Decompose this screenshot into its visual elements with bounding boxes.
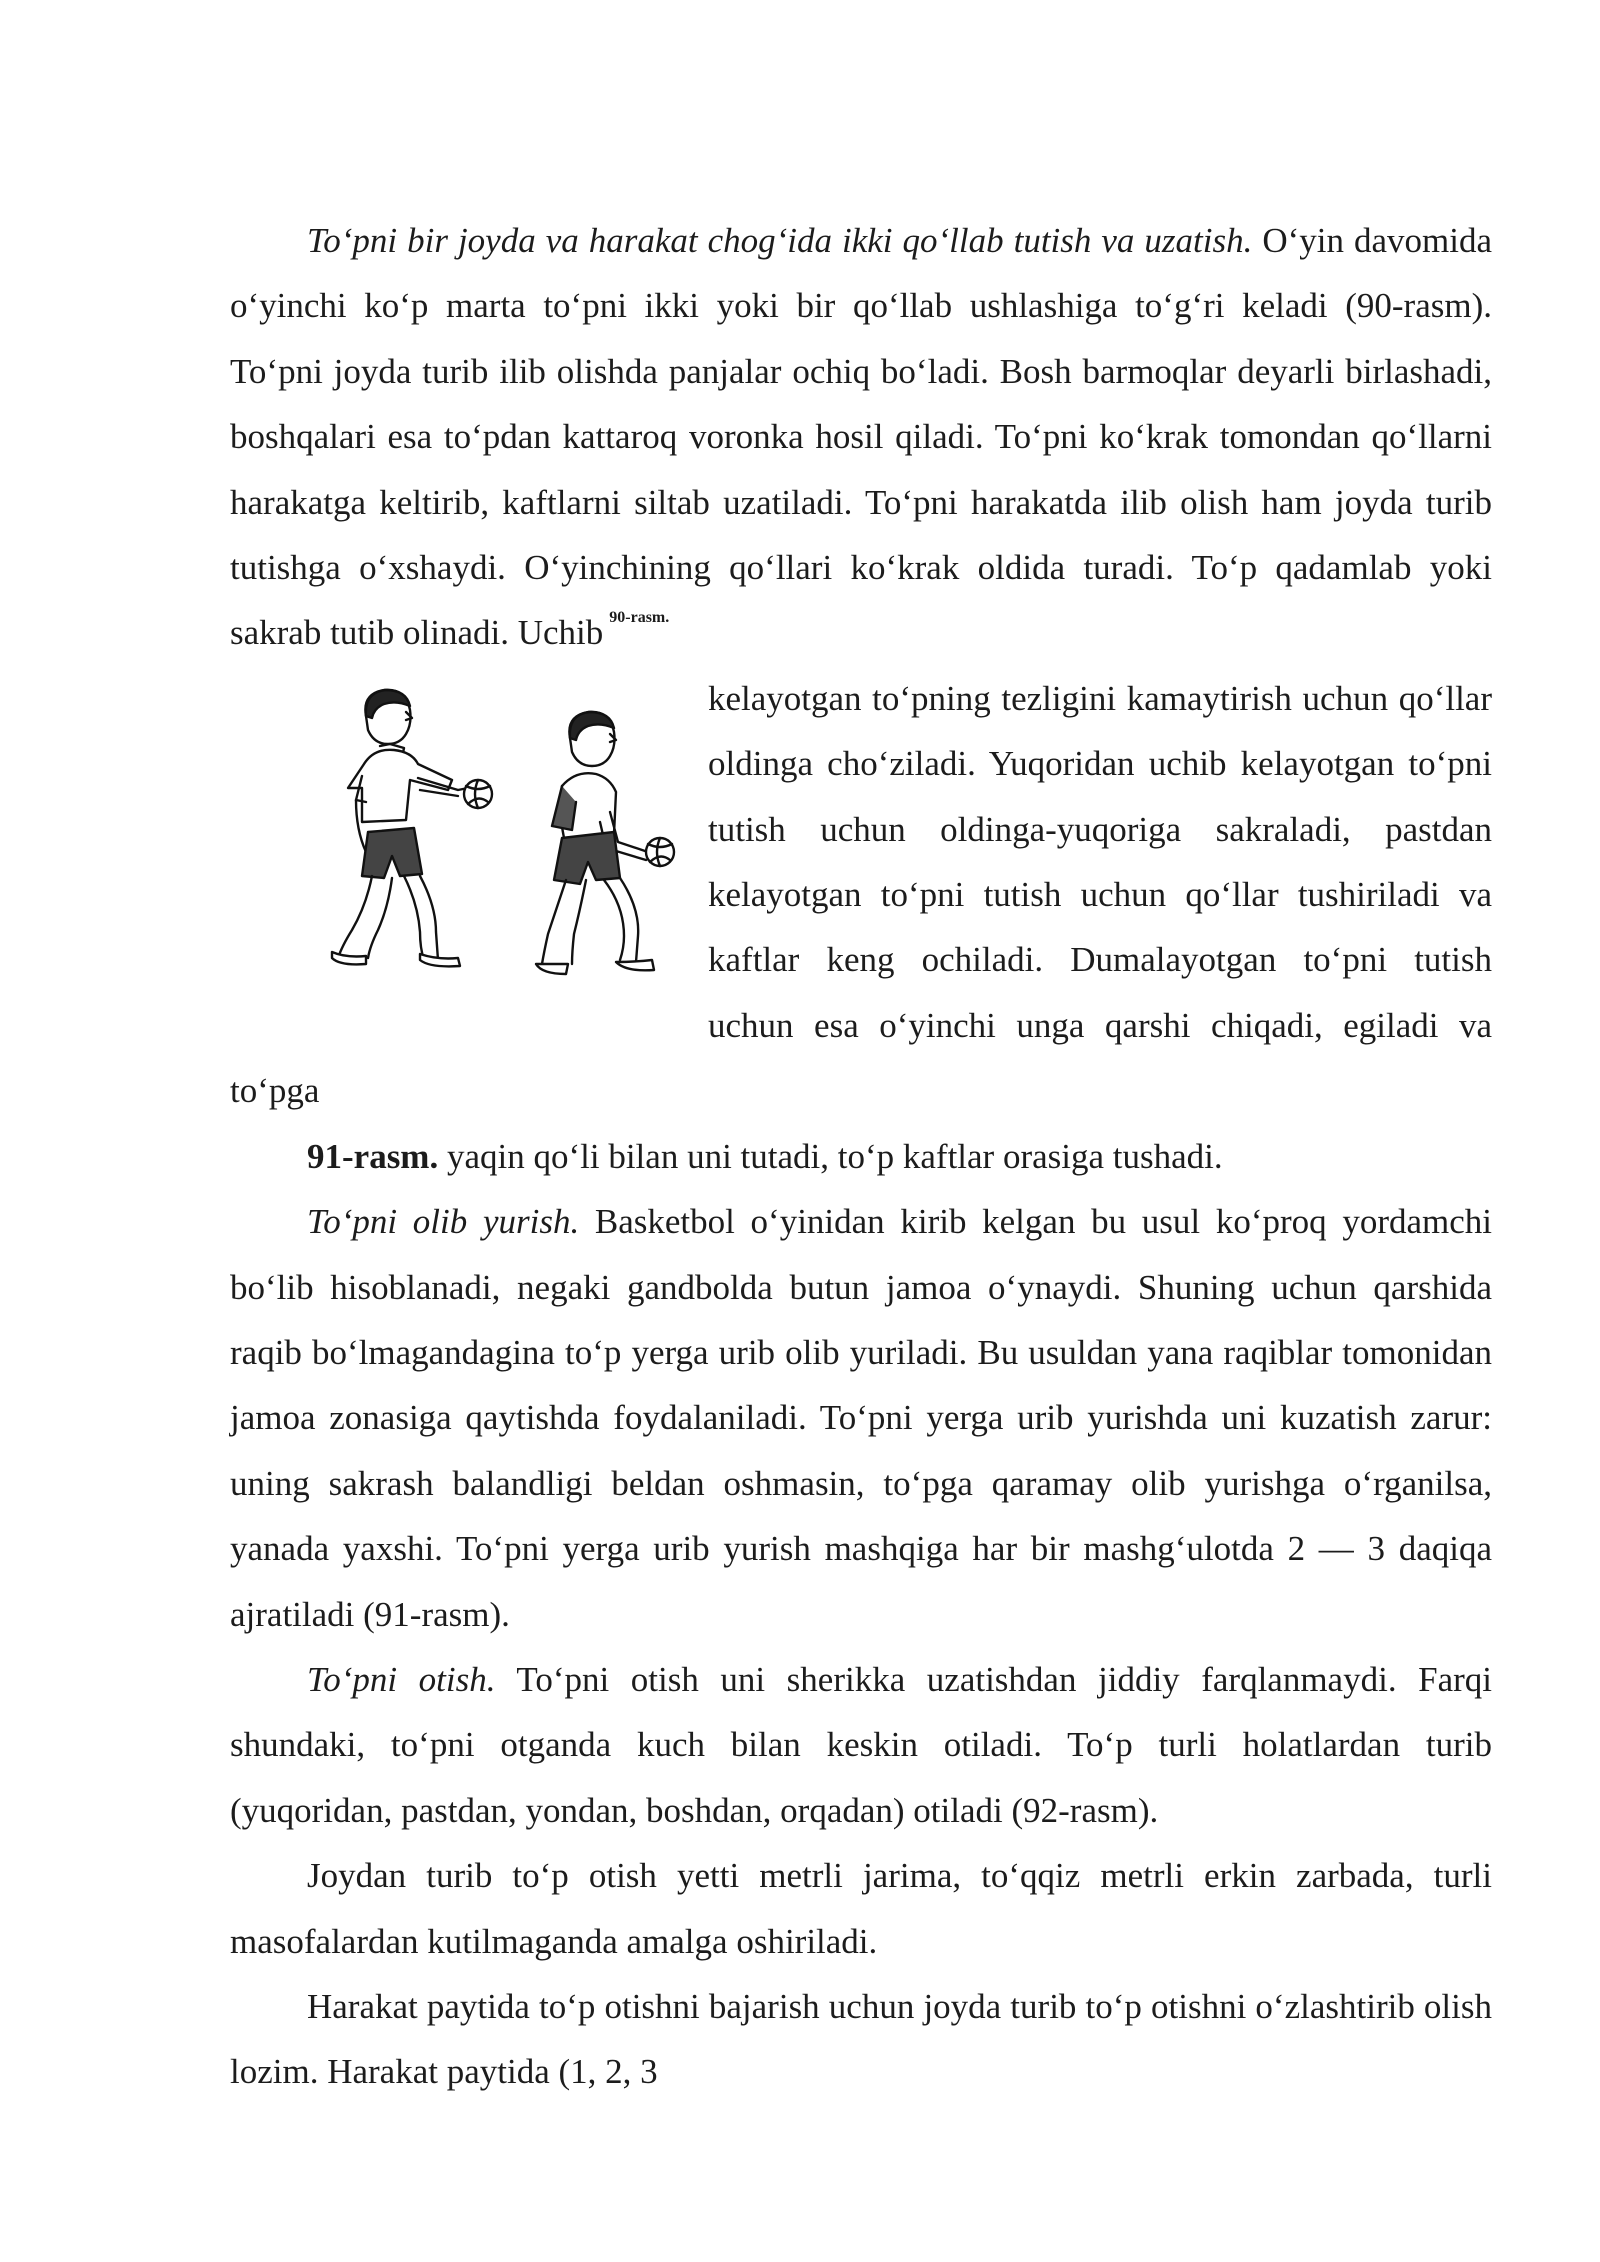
paragraph-catching-passing <box>230 208 1492 666</box>
paragraph-text: Joydan turib to‘p otish yetti metrli jarima, to‘qqiz metrli erkin zarbada, turli masofalardan kutilmaganda amalga oshiriladi. <box>230 1856 1492 1961</box>
paragraph-text: yaqin qo‘li bilan uni tutadi, to‘p kaftlar orasiga tushadi. <box>438 1136 1223 1176</box>
figure-caption-91: 91-rasm. <box>307 1136 439 1176</box>
paragraph-shooting <box>230 1647 1492 1843</box>
paragraph-figure-91 <box>230 1124 1492 1189</box>
paragraph-moving-shot <box>230 1974 1492 2105</box>
paragraph-text: Harakat paytida to‘p otishni bajarish uchun joyda turib to‘p otishni o‘zlashtirib olish lozim. Harakat paytida (1, 2, 3 <box>230 1986 1492 2092</box>
section-lead-shooting: To‘pni otish. <box>307 1659 496 1699</box>
figure-caption-90: 90-rasm. <box>609 609 670 627</box>
section-lead-dribbling: To‘pni olib yurish. <box>307 1202 580 1242</box>
figure-dribbling-players <box>230 666 708 994</box>
section-lead-catching: To‘pni bir joyda va harakat chog‘ida ikki qo‘llab tutish va uzatish. <box>307 221 1253 260</box>
paragraph-text: To‘pni otish uni sherikka uzatishdan jiddiy farqlanmaydi. Farqi shundaki, to‘pni otganda kuch bilan keskin otiladi. To‘p turli holatlardan turib (yuqoridan, pastdan, yondan, boshdan, orqadan) otiladi (92-rasm). <box>230 1659 1492 1830</box>
paragraph-dribbling <box>230 1189 1492 1647</box>
paragraph-text: kelayotgan to‘pning tezligini kamaytirish uchun qo‘llar oldinga cho‘ziladi. Yuqoridan uchib kelayotgan to‘pni tutish uchun oldinga-yuqoriga sakraladi, pastdan kelayotgan to‘pni tutish uchun qo‘llar tushiriladi va kaftlar keng ochiladi. Dumalayotgan to‘pni tutish uchun esa o‘yinchi unga qarshi chiqadi, egiladi va to‘pga <box>230 678 1492 1111</box>
paragraph-text: O‘yin davomida o‘yinchi ko‘p marta to‘pni ikki yoki bir qo‘llab ushlashiga to‘g‘ri keladi (90-rasm). To‘pni joyda turib ilib olishda panjalar ochiq bo‘ladi. Bosh barmoqlar deyarli birlashadi, boshqalari esa to‘pdan kattaroq voronka hosil qiladi. To‘pni ko‘krak tomondan qo‘llarni harakatga keltirib, kaftlarni siltab uzatiladi. To‘pni harakatda ilib olish ham joyda turib tutishga o‘xshaydi. O‘yinchining qo‘llari ko‘krak oldida turadi. To‘p qadamlab yoki sakrab tutib olinadi. Uchib <box>230 221 1492 653</box>
document-page <box>230 208 1492 2105</box>
players-illustration-icon <box>300 682 700 982</box>
paragraph-standing-shot <box>230 1843 1492 1974</box>
paragraph-text: Basketbol o‘yinidan kirib kelgan bu usul ko‘proq yordamchi bo‘lib hisoblanadi, negaki gandbolda butun jamoa o‘ynaydi. Shuning uchun qarshida raqib bo‘lmagandagina to‘p yerga urib olib yuriladi. Bu usuldan yana raqiblar tomonidan jamoa zonasiga qaytishda foydalaniladi. To‘pni yerga urib yurishda uni kuzatish zarur: uning sakrash balandligi beldan oshmasin, to‘pga qaramay olib yurishga o‘rganilsa, yanada yaxshi. To‘pni yerga urib yurish mashqiga har bir mashg‘ulotda 2 — 3 daqiqa ajratiladi (91-rasm). <box>230 1202 1492 1634</box>
